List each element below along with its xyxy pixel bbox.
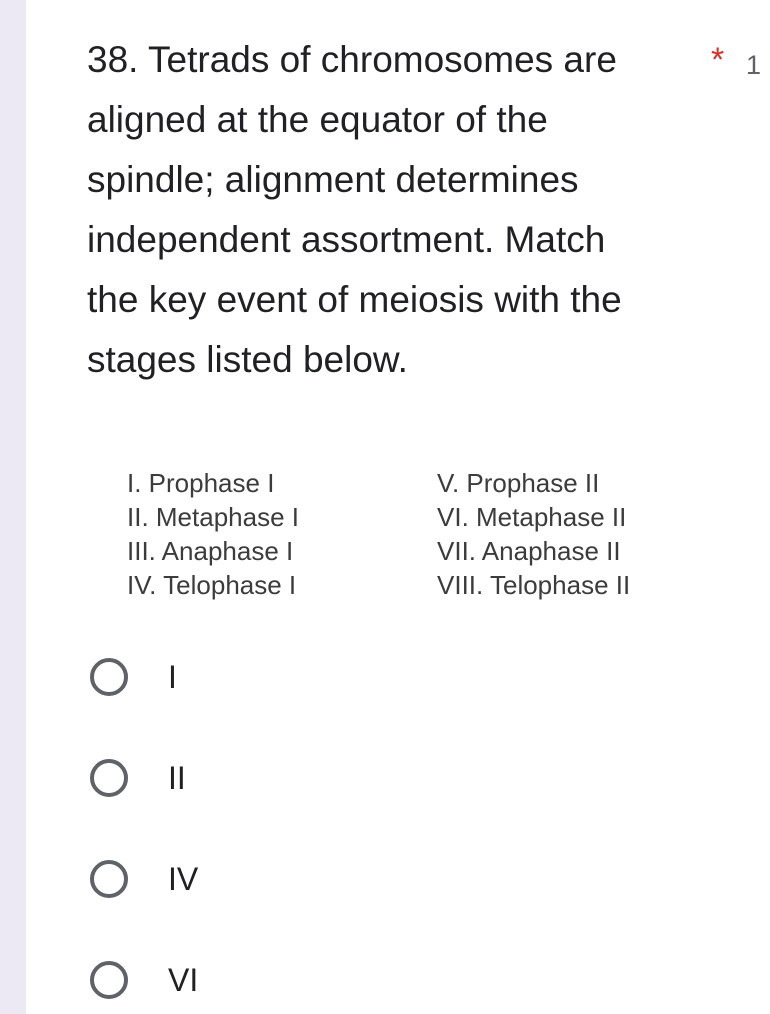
answer-option-iv[interactable] xyxy=(88,857,388,958)
stage-item: IV. Telophase I xyxy=(127,570,297,600)
option-label[interactable]: VI xyxy=(168,962,199,998)
answer-option-i[interactable] xyxy=(88,655,388,756)
option-label[interactable]: IV xyxy=(168,861,199,897)
question-line: the key event of meiosis with the xyxy=(87,279,622,320)
stage-item: II. Metaphase I xyxy=(127,502,299,532)
question-line: stages listed below. xyxy=(87,339,408,380)
radio-button[interactable] xyxy=(90,658,128,696)
radio-button[interactable] xyxy=(90,759,128,797)
question-line: 38. Tetrads of chromosomes are xyxy=(87,39,617,80)
stages-column-left xyxy=(127,466,299,602)
answer-options xyxy=(88,655,388,1014)
stage-item: VIII. Telophase II xyxy=(437,570,631,600)
required-asterisk: * xyxy=(711,41,725,79)
stage-item: III. Anaphase I xyxy=(127,536,294,566)
stage-item: I. Prophase I xyxy=(127,468,275,498)
question-text xyxy=(87,30,687,390)
question-line: aligned at the equator of the xyxy=(87,99,548,140)
option-label[interactable]: II xyxy=(168,760,186,796)
question-card xyxy=(26,0,770,1014)
question-line: spindle; alignment determines xyxy=(87,159,579,200)
stage-item: VI. Metaphase II xyxy=(437,502,627,532)
answer-option-ii[interactable] xyxy=(88,756,388,857)
stage-item: VII. Anaphase II xyxy=(437,536,621,566)
option-label[interactable]: I xyxy=(168,659,177,695)
stages-column-right xyxy=(437,466,630,602)
radio-button[interactable] xyxy=(90,860,128,898)
answer-option-vi[interactable] xyxy=(88,958,388,1014)
form-left-margin xyxy=(0,0,26,1014)
question-line: independent assortment. Match xyxy=(87,219,606,260)
question-points: 1 xyxy=(746,50,762,80)
stage-item: V. Prophase II xyxy=(437,468,600,498)
radio-button[interactable] xyxy=(90,961,128,999)
